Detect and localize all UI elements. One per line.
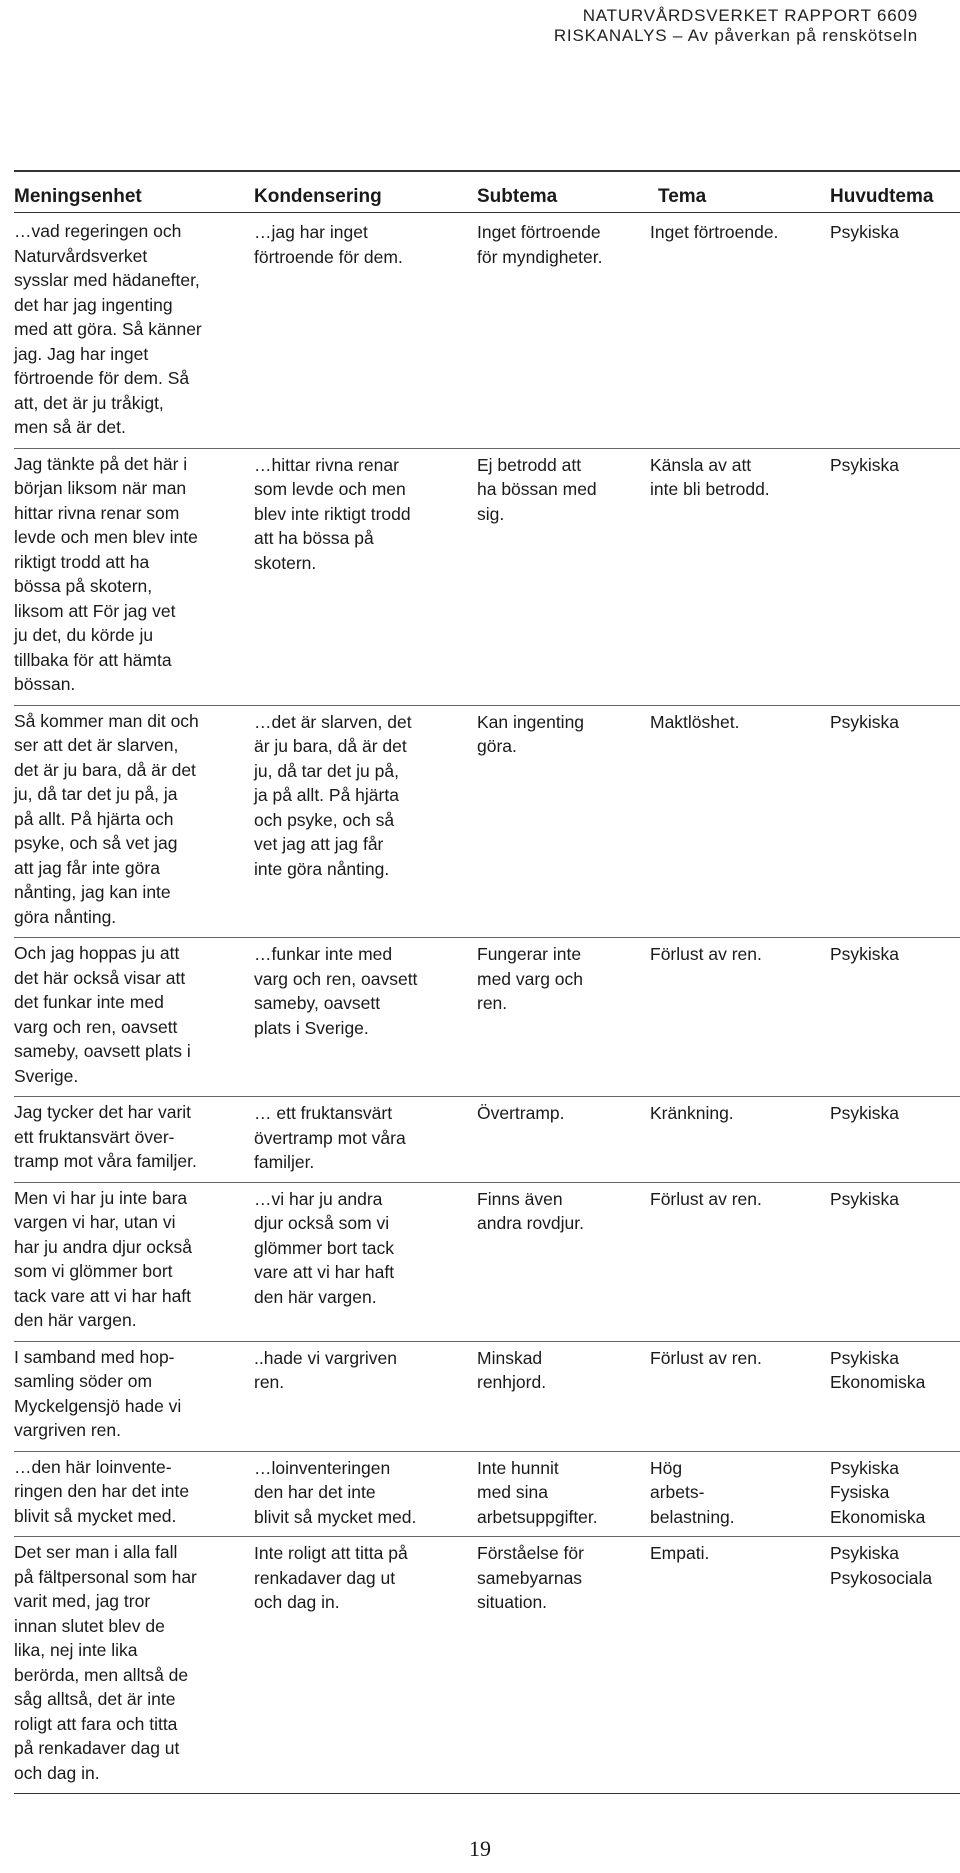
- tema-cell: Empati.: [650, 1543, 710, 1563]
- subtema-cell: Kan ingenting göra.: [477, 711, 585, 756]
- huvudtema-cell: Psykiska: [830, 222, 900, 242]
- table-top-rule: [14, 170, 960, 172]
- table-row: [14, 938, 960, 1097]
- header-subtema: Subtema: [477, 186, 558, 207]
- header-tema: Tema: [658, 186, 707, 207]
- subtema-cell: Inget förtroende för myndigheter.: [477, 222, 603, 267]
- subtema-cell: Minskad renhjord.: [477, 1347, 547, 1392]
- tema-cell: Känsla av att inte bli betrodd.: [650, 454, 770, 499]
- kondensering-cell: …vi har ju andra djur också som vi glömmer bort tack vare att vi har haft den här vargen.: [254, 1188, 395, 1307]
- table-header-rule: [14, 212, 960, 213]
- tema-cell: Kränkning.: [650, 1103, 734, 1123]
- tema-cell: Förlust av ren.: [650, 1188, 762, 1209]
- huvudtema-cell: Psykiska: [830, 454, 900, 475]
- table-header-row: [14, 185, 960, 209]
- meningsenhet-cell: I samband med hop- samling söder om Myckelgensjö hade vi vargriven ren.: [14, 1346, 182, 1440]
- huvudtema-cell: Psykiska: [830, 1188, 900, 1209]
- tema-cell: Maktlöshet.: [650, 711, 740, 732]
- kondensering-cell: …jag har inget förtroende för dem.: [254, 222, 403, 267]
- table-row: [14, 1452, 960, 1538]
- huvudtema-cell: Psykiska: [830, 944, 900, 964]
- meningsenhet-cell: Det ser man i alla fall på fältpersonal som har varit med, jag tror innan slutet blev de lika, nej inte lika berörda, men alltså de såg alltså, det är inte roligt att fara och titta på renkadaver dag ut och dag in.: [14, 1542, 197, 1783]
- page-number: 19: [469, 1836, 491, 1861]
- tema-cell: Förlust av ren.: [650, 944, 762, 964]
- meningsenhet-cell: Jag tänkte på det här i början liksom när man hittar rivna renar som levde och men blev inte riktigt trodd att ha bössa på skotern, liksom att För jag vet ju det, du körde ju tillbaka för att hämta bössan.: [14, 453, 198, 694]
- meningsenhet-cell: …den här loinvente- ringen den har det inte blivit så mycket med.: [14, 1456, 190, 1526]
- kondensering-cell: Inte roligt att titta på renkadaver dag ut och dag in.: [254, 1543, 408, 1612]
- table-row: [14, 449, 960, 706]
- meningsenhet-cell: Så kommer man dit och ser att det är slarven, det är ju bara, då är det ju, då tar det ju på, ja på allt. På hjärta och psyke, och så vet jag att jag får inte göra nånting, jag kan inte göra nånting.: [14, 710, 199, 927]
- running-head: [554, 6, 918, 46]
- subtema-cell: Förståelse för samebyarnas situation.: [477, 1543, 584, 1612]
- kondensering-cell: …loinventeringen den har det inte blivit så mycket med.: [254, 1457, 417, 1527]
- header-kondensering: Kondensering: [254, 186, 382, 207]
- report-subtitle: RISKANALYS – Av påverkan på renskötseln: [553, 26, 918, 45]
- subtema-cell: Ej betrodd att ha bössan med sig.: [477, 454, 597, 524]
- kondensering-cell: …det är slarven, det är ju bara, då är det ju, då tar det ju på, ja på allt. På hjärta och psyke, och så vet jag att jag får inte göra nånting.: [254, 711, 412, 879]
- huvudtema-cell: Psykiska: [830, 711, 900, 732]
- meningsenhet-cell: Jag tycker det har varit ett fruktansvärt över- tramp mot våra familjer.: [14, 1102, 197, 1171]
- table-row: [14, 706, 960, 939]
- table-row: [14, 1097, 960, 1183]
- huvudtema-cell: Psykiska Fysiska Ekonomiska: [830, 1457, 926, 1527]
- tema-cell: Hög arbets- belastning.: [650, 1457, 735, 1527]
- subtema-cell: Inte hunnit med sina arbetsuppgifter.: [477, 1457, 598, 1527]
- header-huvudtema: Huvudtema: [830, 186, 934, 207]
- kondensering-cell: … ett fruktansvärt övertramp mot våra familjer.: [254, 1103, 406, 1172]
- huvudtema-cell: Psykiska Psykosociala: [830, 1543, 933, 1588]
- table-row: [14, 216, 960, 449]
- table-row: [14, 1537, 960, 1794]
- table-body: [14, 216, 960, 1794]
- table-row: [14, 1183, 960, 1342]
- meningsenhet-cell: …vad regeringen och Naturvårdsverket sysslar med hädanefter, det har jag ingenting med att göra. Så känner jag. Jag har inget förtroende för dem. Så att, det är ju tråkigt, men så är det.: [14, 221, 202, 437]
- header-meningsenhet: Meningsenhet: [14, 186, 142, 207]
- kondensering-cell: ..hade vi vargriven ren.: [254, 1347, 397, 1392]
- huvudtema-cell: Psykiska: [830, 1103, 900, 1123]
- tema-cell: Inget förtroende.: [650, 222, 779, 242]
- subtema-cell: Övertramp.: [477, 1103, 565, 1123]
- kondensering-cell: …funkar inte med varg och ren, oavsett sameby, oavsett plats i Sverige.: [254, 944, 418, 1038]
- meningsenhet-cell: Men vi har ju inte bara vargen vi har, utan vi har ju andra djur också som vi glömmer bort tack vare att vi har haft den här vargen.: [14, 1187, 193, 1330]
- table-row: [14, 1342, 960, 1452]
- subtema-cell: Finns även andra rovdjur.: [477, 1188, 585, 1233]
- tema-cell: Förlust av ren.: [650, 1347, 762, 1368]
- huvudtema-cell: Psykiska Ekonomiska: [830, 1347, 926, 1392]
- report-title: NATURVÅRDSVERKET RAPPORT 6609: [582, 6, 918, 25]
- kondensering-cell: …hittar rivna renar som levde och men blev inte riktigt trodd att ha bössa på skotern.: [254, 454, 411, 573]
- meningsenhet-cell: Och jag hoppas ju att det här också visar att det funkar inte med varg och ren, oavsett sameby, oavsett plats i Sverige.: [14, 943, 191, 1086]
- subtema-cell: Fungerar inte med varg och ren.: [477, 944, 584, 1013]
